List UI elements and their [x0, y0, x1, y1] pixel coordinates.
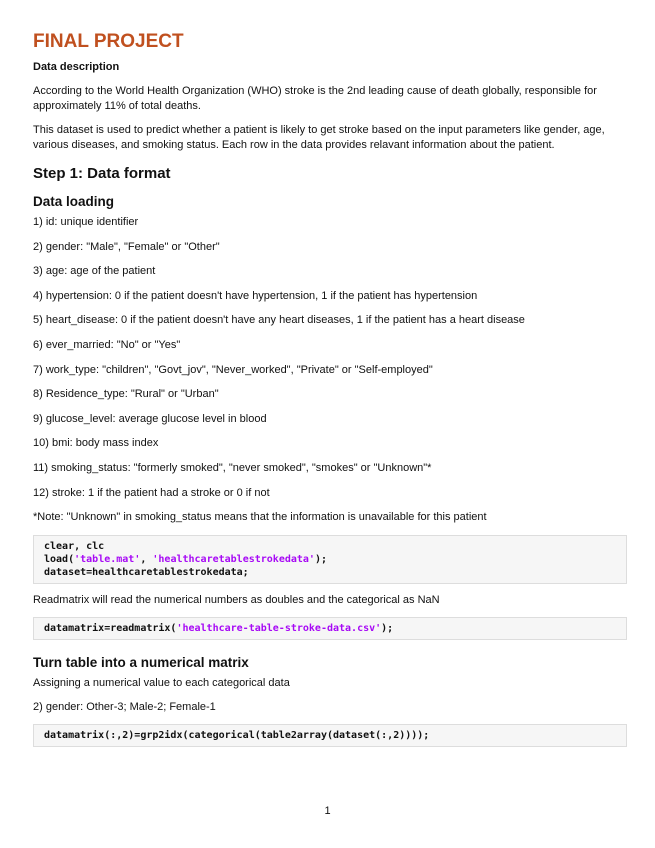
list-item: 4) hypertension: 0 if the patient doesn't have hypertension, 1 if the patient has hypertension [33, 289, 478, 302]
list-item: 9) glucose_level: average glucose level in blood [33, 412, 267, 425]
smoking-status-note: *Note: "Unknown" in smoking_status means that the information is unavailable for this patient [33, 511, 487, 524]
list-item: 8) Residence_type: "Rural" or "Urban" [33, 388, 219, 401]
code-block-load [33, 535, 627, 584]
list-item: 7) work_type: "children", "Govt_jov", "Never_worked", "Private" or "Self-employed" [33, 363, 433, 376]
code-line: dataset=healthcaretablestrokedata; [44, 566, 249, 578]
attribute-list [33, 215, 627, 501]
list-item: 12) stroke: 1 if the patient had a stroke or 0 if not [33, 486, 270, 499]
code-block-readmatrix [33, 617, 627, 640]
list-item: 5) heart_disease: 0 if the patient doesn't have any heart diseases, 1 if the patient has a heart disease [33, 314, 525, 327]
code-string: 'healthcare-table-stroke-data.csv' [176, 622, 382, 634]
code-token: ); [314, 553, 327, 565]
turn-table-heading: Turn table into a numerical matrix [33, 654, 249, 670]
list-item: 11) smoking_status: "formerly smoked", "never smoked", "smokes" or "Unknown"* [33, 461, 432, 474]
step1-heading: Step 1: Data format [33, 165, 171, 182]
code-line: clear, clc [44, 540, 105, 552]
code-token: ); [381, 622, 394, 634]
list-item: 6) ever_married: "No" or "Yes" [33, 338, 181, 351]
document-page [33, 30, 627, 756]
readmatrix-text: Readmatrix will read the numerical numbers as doubles and the categorical as NaN [33, 593, 440, 606]
list-item: 10) bmi: body mass index [33, 437, 159, 450]
list-item: 2) gender: "Male", "Female" or "Other" [33, 240, 220, 253]
gender-mapping-text: 2) gender: Other-3; Male-2; Female-1 [33, 700, 216, 713]
data-loading-heading: Data loading [33, 194, 115, 209]
intro-paragraph-1: According to the World Health Organization (WHO) stroke is the 2nd leading cause of death globally, responsible for approximately 11% of total deaths. [33, 85, 597, 112]
code-token: load( [44, 553, 75, 565]
code-block-grp2idx: datamatrix(:,2)=grp2idx(categorical(table2array(dataset(:,2)))); [33, 724, 627, 747]
code-string: 'healthcaretablestrokedata' [152, 553, 315, 565]
page-title: FINAL PROJECT [33, 31, 184, 52]
code-token: , [140, 553, 153, 565]
list-item: 3) age: age of the patient [33, 265, 156, 278]
code-string: 'table.mat' [74, 553, 141, 565]
intro-paragraph-2: This dataset is used to predict whether a patient is likely to get stroke based on the input parameters like gender, age, various diseases, and smoking status. Each row in the data provides relavant information about the patient. [33, 124, 605, 151]
data-description-heading: Data description [33, 61, 120, 73]
page-number: 1 [324, 805, 331, 817]
assigning-text: Assigning a numerical value to each categorical data [33, 676, 290, 689]
list-item: 1) id: unique identifier [33, 216, 139, 228]
code-token: datamatrix=readmatrix( [44, 622, 177, 634]
